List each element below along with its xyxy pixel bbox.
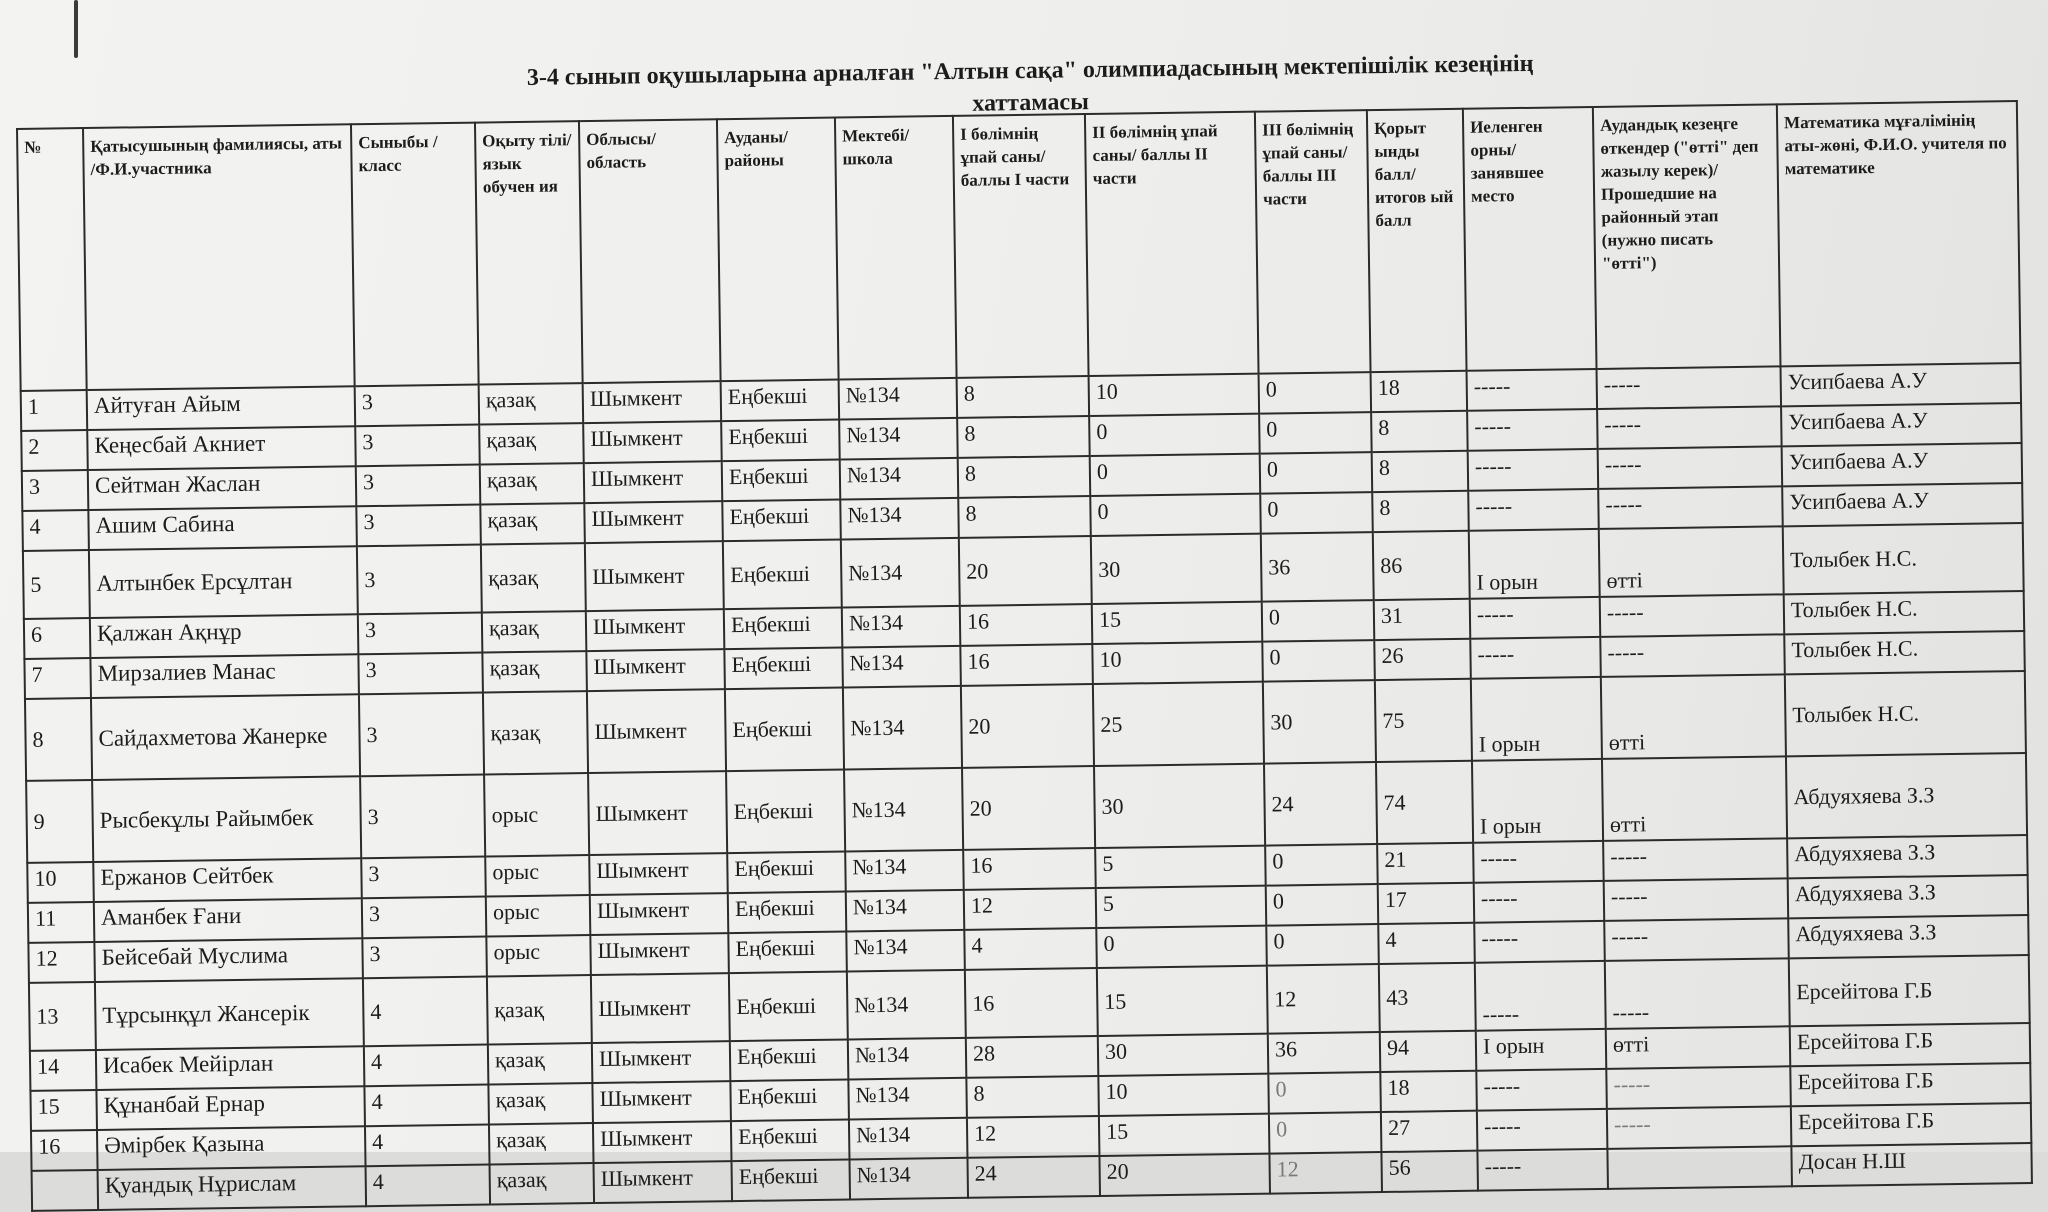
cell-language: қазақ [481,543,586,612]
cell-row-number: 6 [24,618,91,659]
cell-school: №134 [845,850,964,892]
cell-language: қазақ [488,1043,593,1084]
cell-total-score: 86 [1373,531,1470,600]
cell-row-number: 4 [22,510,89,551]
cell-part1-score: 16 [960,644,1093,686]
cell-school: №134 [849,1158,968,1200]
cell-region: Шымкент [586,649,725,691]
cell-region: Шымкент [583,421,722,463]
cell-total-score: 8 [1372,491,1469,532]
cell-school: №134 [842,646,961,688]
cell-teacher-name: Абдуяхяева З.З [1788,875,2029,918]
cell-part1-score: 12 [964,888,1097,930]
cell-grade: 4 [364,1084,489,1126]
cell-teacher-name: Ерсейітова Г.Б [1790,1023,2031,1066]
cell-grade: 4 [366,1164,491,1206]
cell-row-number: 12 [28,942,95,983]
cell-part1-score: 20 [962,766,1095,850]
cell-grade: 3 [355,425,480,467]
cell-row-number: 5 [23,550,90,619]
cell-grade: 4 [364,1045,489,1087]
cell-passed-status: ----- [1600,594,1785,637]
cell-total-score: 31 [1374,599,1471,640]
cell-grade: 3 [359,693,484,777]
cell-participant-name: Аманбек Ғани [94,898,363,942]
cell-part2-score: 15 [1097,966,1268,1036]
cell-place: ----- [1470,637,1601,679]
cell-district: Еңбекші [730,1079,849,1121]
cell-part3-score: 0 [1266,924,1379,966]
cell-passed-status: ----- [1606,1066,1791,1109]
cell-passed-status: өтті [1602,756,1787,841]
cell-participant-name: Әмірбек Қазына [97,1126,366,1170]
cell-district: Еңбекші [721,420,840,462]
cell-school: №134 [844,768,963,852]
cell-part1-score: 8 [957,416,1090,458]
cell-part2-score: 10 [1098,1074,1269,1116]
cell-region: Шымкент [584,501,723,543]
table-header-row [17,101,2020,391]
cell-language: қазақ [482,611,587,652]
cell-region: Шымкент [590,893,729,935]
cell-row-number: 9 [26,780,93,863]
cell-total-score: 8 [1371,411,1468,452]
table-body [21,363,2032,1211]
cell-language: қазақ [480,503,585,544]
cell-language: қазақ [488,1083,593,1124]
cell-region: Шымкент [593,1121,732,1163]
col-header-teacher: Математика мұғалімінің аты-жөні, Ф.И.О. учителя по математике [1777,101,2021,366]
cell-school: №134 [839,418,958,460]
cell-part3-score: 12 [1269,1152,1382,1194]
cell-part3-score: 24 [1264,762,1377,846]
cell-school: №134 [839,378,958,420]
cell-teacher-name: Ерсейітова Г.Б [1789,955,2030,1026]
cell-part3-score: 36 [1268,1032,1381,1074]
cell-row-number: 16 [31,1130,98,1171]
col-header-place: Иеленген орны/ занявшее место [1463,107,1597,371]
cell-school: №134 [842,606,961,648]
cell-part1-score: 16 [960,604,1093,646]
cell-place: І орын [1476,1029,1607,1071]
cell-passed-status: ----- [1598,446,1783,489]
cell-place: ----- [1477,1149,1608,1191]
cell-district: Еңбекші [725,688,844,772]
cell-total-score: 27 [1381,1111,1478,1152]
cell-part3-score: 0 [1260,452,1373,494]
cell-participant-name: Қалжан Ақнұр [90,614,359,658]
cell-language: қазақ [490,1163,595,1204]
col-header-part1: І бөлімнің ұпай саны/ баллы І части [953,114,1089,378]
cell-grade: 3 [361,857,486,899]
cell-place: ----- [1474,921,1605,963]
cell-grade: 3 [357,545,482,615]
cell-part1-score: 20 [961,684,1094,768]
cell-region: Шымкент [587,689,726,773]
cell-place: ----- [1473,841,1604,883]
cell-grade: 3 [358,653,483,695]
cell-school: №134 [848,1078,967,1120]
cell-part3-score: 30 [1263,680,1376,764]
cell-language: қазақ [479,423,584,464]
cell-participant-name: Алтынбек Ерсұлтан [89,546,358,618]
cell-language: қазақ [480,463,585,504]
cell-part2-score: 0 [1090,454,1261,496]
cell-teacher-name: Абдуяхяева З.З [1786,753,2027,838]
cell-place: ----- [1475,961,1606,1031]
title-line-1: 3-4 сынып оқушыларына арналған "Алтын сақа" олимпиадасының мектепішілік кезеңінің [526,50,1534,91]
cell-teacher-name: Усипбаева А.У [1782,483,2023,526]
cell-district: Еңбекші [728,891,847,933]
cell-passed-status: ----- [1607,1106,1792,1149]
cell-district: Еңбекші [722,460,841,502]
col-header-part2: ІІ бөлімнің ұпай саны/ баллы ІІ части [1085,112,1259,376]
cell-passed-status: ----- [1600,634,1785,677]
cell-part2-score: 15 [1099,1114,1270,1156]
cell-part3-score: 0 [1260,492,1373,534]
col-header-number: № [17,128,87,391]
cell-region: Шымкент [583,381,722,423]
cell-teacher-name: Толыбек Н.С. [1783,523,2024,594]
cell-part1-score: 20 [959,536,1092,606]
cell-place: ----- [1468,489,1599,531]
cell-place: ----- [1476,1069,1607,1111]
cell-passed-status: ----- [1598,486,1783,529]
cell-total-score: 21 [1377,843,1474,884]
cell-teacher-name: Усипбаева А.У [1781,403,2022,446]
cell-part3-score: 0 [1259,412,1372,454]
cell-grade: 4 [363,977,488,1047]
cell-passed-status [1607,1146,1792,1189]
cell-part3-score: 36 [1261,532,1374,602]
cell-language: қазақ [482,651,587,692]
cell-district: Еңбекші [729,971,848,1041]
cell-grade: 3 [356,465,481,507]
cell-passed-status: ----- [1603,838,1788,881]
cell-participant-name: Бейсебай Муслима [94,938,363,982]
title-line-2: хаттамасы [972,89,1090,117]
cell-row-number: 10 [27,862,94,903]
cell-part1-score: 24 [967,1156,1100,1198]
cell-part2-score: 25 [1093,682,1264,766]
cell-district: Еңбекші [731,1119,850,1161]
cell-part2-score: 10 [1092,642,1263,684]
cell-part3-score: 0 [1262,600,1375,642]
cell-grade: 3 [360,775,485,859]
cell-district: Еңбекші [731,1159,850,1201]
cell-part1-score: 16 [965,968,1098,1038]
cell-total-score: 4 [1378,923,1475,964]
cell-passed-status: ----- [1605,958,1790,1029]
col-header-school: Мектебі/ школа [835,116,957,380]
cell-school: №134 [847,970,966,1040]
cell-row-number: 13 [29,982,96,1051]
cell-participant-name: Тұрсынқұл Жансерік [95,978,364,1050]
cell-part2-score: 20 [1099,1154,1270,1196]
cell-total-score: 94 [1380,1031,1477,1072]
cell-part3-score: 0 [1262,640,1375,682]
cell-passed-status: өтті [1606,1026,1791,1069]
cell-part3-score: 0 [1268,1072,1381,1114]
cell-teacher-name: Толыбек Н.С. [1784,591,2025,634]
cell-school: №134 [846,890,965,932]
cell-language: орыс [485,855,590,896]
cell-passed-status: ----- [1597,406,1782,449]
cell-total-score: 18 [1371,371,1468,412]
cell-part3-score: 0 [1265,844,1378,886]
cell-language: орыс [484,773,589,856]
cell-place: ----- [1467,369,1598,411]
cell-district: Еңбекші [730,1039,849,1081]
cell-language: орыс [486,935,591,976]
staple-mark [74,0,78,58]
cell-row-number: 8 [25,698,92,781]
cell-teacher-name: Толыбек Н.С. [1785,671,2026,756]
cell-participant-name: Рысбекұлы Райымбек [92,776,361,862]
cell-total-score: 56 [1381,1151,1478,1192]
cell-part1-score: 8 [958,496,1091,538]
cell-part3-score: 0 [1269,1112,1382,1154]
cell-row-number: 14 [30,1050,97,1091]
cell-teacher-name: Досан Н.Ш [1791,1143,2032,1186]
col-header-total: Қорыт ынды балл/ итогов ый балл [1367,109,1467,372]
cell-part1-score: 16 [963,848,1096,890]
cell-part2-score: 5 [1096,886,1267,928]
cell-participant-name: Мирзалиев Манас [90,654,359,698]
cell-teacher-name: Абдуяхяева З.З [1787,835,2028,878]
cell-part2-score: 5 [1095,846,1266,888]
cell-place: І орын [1471,677,1602,761]
cell-region: Шымкент [584,461,723,503]
cell-grade: 3 [355,385,480,427]
cell-region: Шымкент [588,771,727,855]
cell-part1-score: 8 [957,376,1090,418]
cell-row-number [32,1170,99,1211]
cell-grade: 3 [362,937,487,979]
cell-passed-status: ----- [1597,366,1782,409]
cell-district: Еңбекші [724,608,843,650]
cell-place: ----- [1470,597,1601,639]
cell-part2-score: 0 [1096,926,1267,968]
cell-school: №134 [840,498,959,540]
cell-row-number: 15 [30,1090,97,1131]
col-header-language: Оқыту тілі/ язык обучен ия [475,121,583,384]
cell-teacher-name: Ерсейітова Г.Б [1790,1063,2031,1106]
cell-teacher-name: Толыбек Н.С. [1784,631,2025,674]
col-header-district: Ауданы/ районы [717,118,839,382]
cell-part3-score: 12 [1267,964,1380,1034]
cell-place: ----- [1468,449,1599,491]
cell-place: І орын [1472,759,1603,843]
cell-district: Еңбекші [727,851,846,893]
cell-part2-score: 30 [1091,534,1262,604]
cell-language: қазақ [487,975,592,1044]
cell-place: ----- [1474,881,1605,923]
cell-participant-name: Айтуған Айым [87,386,356,430]
cell-region: Шымкент [589,853,728,895]
cell-part1-score: 12 [967,1116,1100,1158]
results-table-wrap [16,100,2031,1212]
cell-place: ----- [1467,409,1598,451]
cell-participant-name: Сайдахметова Жанерке [91,694,360,780]
cell-total-score: 17 [1378,883,1475,924]
cell-participant-name: Құнанбай Ернар [96,1086,365,1130]
cell-language: қазақ [479,383,584,424]
cell-passed-status: өтті [1599,526,1784,597]
cell-part1-score: 28 [966,1036,1099,1078]
cell-grade: 3 [362,897,487,939]
cell-part2-score: 15 [1092,602,1263,644]
cell-place: ----- [1477,1109,1608,1151]
col-header-name: Қатысушының фамилиясы, аты /Ф.И.участника [83,124,355,390]
col-header-part3: ІІІ бөлімнің ұпай саны/ баллы ІІІ части [1255,110,1371,374]
cell-participant-name: Ержанов Сейтбек [93,858,362,902]
cell-participant-name: Кеңесбай Акниет [87,426,356,470]
cell-total-score: 43 [1379,963,1476,1032]
cell-row-number: 2 [21,430,88,471]
cell-teacher-name: Ерсейітова Г.Б [1791,1103,2032,1146]
cell-school: №134 [843,686,962,770]
cell-school: №134 [846,930,965,972]
cell-grade: 3 [358,613,483,655]
cell-language: қазақ [489,1123,594,1164]
cell-region: Шымкент [591,973,730,1043]
cell-place: І орын [1469,529,1600,599]
cell-part3-score: 0 [1259,372,1372,414]
cell-district: Еңбекші [724,648,843,690]
cell-part3-score: 0 [1266,884,1379,926]
col-header-passed: Аудандық кезеңге өткендер ("өтті" деп жазылу керек)/ Прошедшие на районный этап (нужно писать "өтті") [1593,104,1781,369]
cell-part2-score: 30 [1094,764,1265,848]
cell-district: Еңбекші [728,931,847,973]
cell-total-score: 75 [1375,679,1472,762]
cell-participant-name: Қуандық Нұрислам [98,1166,367,1210]
cell-school: №134 [840,458,959,500]
col-header-grade: Сыныбы /класс [351,123,479,387]
col-header-region: Облысы/ область [579,119,721,383]
cell-region: Шымкент [585,541,724,611]
cell-region: Шымкент [592,1041,731,1083]
cell-passed-status: ----- [1604,918,1789,961]
cell-participant-name: Сейтман Жаслан [88,466,357,510]
cell-row-number: 7 [24,658,91,699]
cell-district: Еңбекші [721,380,840,422]
cell-region: Шымкент [592,1081,731,1123]
cell-school: №134 [841,538,960,608]
cell-participant-name: Исабек Мейірлан [96,1046,365,1090]
cell-district: Еңбекші [723,540,842,610]
results-table [16,100,2033,1212]
cell-school: №134 [848,1038,967,1080]
cell-part2-score: 0 [1089,414,1260,456]
cell-row-number: 11 [28,902,95,943]
cell-row-number: 1 [21,390,88,431]
cell-part1-score: 8 [958,456,1091,498]
cell-teacher-name: Усипбаева А.У [1781,363,2022,406]
cell-language: орыс [486,895,591,936]
cell-passed-status: өтті [1601,674,1786,759]
cell-participant-name: Ашим Сабина [88,506,357,550]
cell-total-score: 18 [1380,1071,1477,1112]
cell-part1-score: 8 [966,1076,1099,1118]
cell-district: Еңбекші [726,770,845,854]
cell-part1-score: 4 [964,928,1097,970]
cell-part2-score: 0 [1090,494,1261,536]
cell-teacher-name: Абдуяхяева З.З [1788,915,2029,958]
cell-passed-status: ----- [1604,878,1789,921]
cell-teacher-name: Усипбаева А.У [1782,443,2023,486]
cell-district: Еңбекші [722,500,841,542]
cell-total-score: 8 [1372,451,1469,492]
cell-total-score: 74 [1376,761,1473,844]
cell-language: қазақ [483,691,588,774]
cell-grade: 3 [356,505,481,547]
cell-region: Шымкент [594,1161,733,1203]
cell-part2-score: 30 [1098,1034,1269,1076]
cell-school: №134 [849,1118,968,1160]
cell-total-score: 26 [1374,639,1471,680]
cell-part2-score: 10 [1089,374,1260,416]
cell-region: Шымкент [586,609,725,651]
cell-row-number: 3 [22,470,89,511]
cell-region: Шымкент [590,933,729,975]
cell-grade: 4 [365,1124,490,1166]
